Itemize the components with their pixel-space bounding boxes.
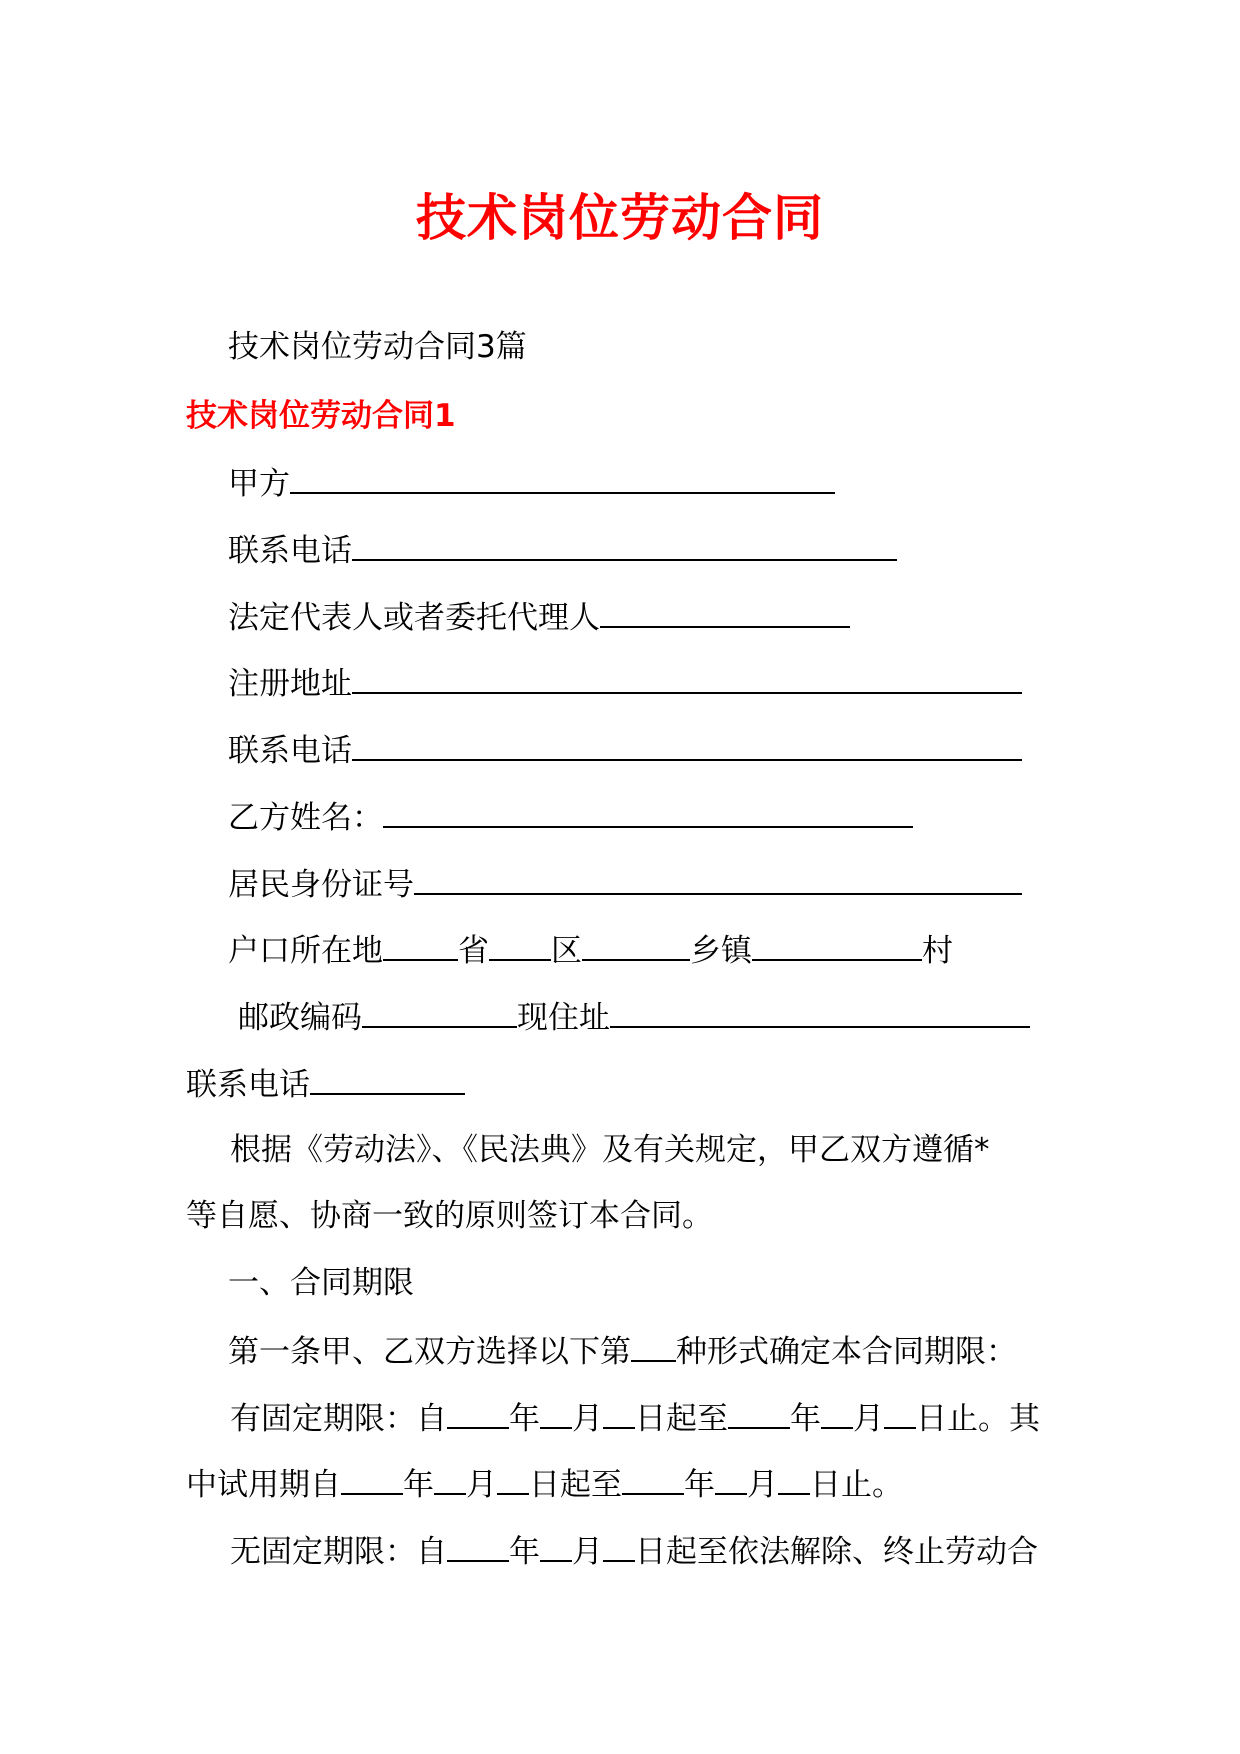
- probation-start-month-blank[interactable]: [434, 1463, 466, 1495]
- fixed-term-row: [230, 1397, 1040, 1439]
- village-label: 村: [922, 933, 953, 969]
- fixed-day-from-label: 日起至: [635, 1401, 728, 1437]
- household-row: [228, 929, 953, 971]
- party-b-name-blank[interactable]: [383, 796, 913, 828]
- phone-label-2: 联系电话: [228, 733, 352, 769]
- fixed-year-label-1: 年: [509, 1401, 540, 1437]
- id-number-label: 居民身份证号: [228, 867, 414, 903]
- fixed-end-day-blank[interactable]: [884, 1397, 916, 1429]
- section-heading-contract-1: 技术岗位劳动合同1: [186, 398, 456, 434]
- open-month-label: 月: [572, 1534, 603, 1570]
- phone-row-1: [228, 529, 897, 571]
- article-one-row: [228, 1330, 1017, 1372]
- fixed-end-year-blank[interactable]: [728, 1397, 790, 1429]
- probation-month-label-2: 月: [747, 1467, 778, 1503]
- document-title: 技术岗位劳动合同: [416, 189, 824, 247]
- open-start-year-blank[interactable]: [447, 1530, 509, 1562]
- intro-line-1: 根据《劳动法》、《民法典》及有关规定，甲乙双方遵循*: [230, 1132, 990, 1168]
- phone-row-2: [228, 729, 1022, 771]
- phone-blank-3[interactable]: [310, 1063, 465, 1095]
- phone-row-3: [186, 1063, 465, 1105]
- open-year-label: 年: [509, 1534, 540, 1570]
- party-b-name-row: [228, 796, 913, 838]
- party-a-blank[interactable]: [290, 462, 835, 494]
- open-start-month-blank[interactable]: [540, 1530, 572, 1562]
- phone-blank-2[interactable]: [352, 729, 1022, 761]
- phone-label-3: 联系电话: [186, 1067, 310, 1103]
- probation-year-label-2: 年: [684, 1467, 715, 1503]
- legal-rep-blank[interactable]: [600, 596, 850, 628]
- probation-day-end-label: 日止。: [810, 1467, 903, 1503]
- party-a-label: 甲方: [228, 466, 290, 502]
- open-term-row: [230, 1530, 1038, 1572]
- legal-rep-row: [228, 596, 850, 638]
- id-number-row: [228, 863, 1022, 905]
- village-blank[interactable]: [752, 929, 922, 961]
- postal-code-blank[interactable]: [362, 996, 517, 1028]
- fixed-start-month-blank[interactable]: [540, 1397, 572, 1429]
- probation-year-label-1: 年: [403, 1467, 434, 1503]
- party-a-row: [228, 462, 835, 504]
- form-choice-blank[interactable]: [631, 1330, 676, 1362]
- phone-blank-1[interactable]: [352, 529, 897, 561]
- section-contract-term: 一、合同期限: [228, 1265, 414, 1301]
- reg-address-row: [228, 662, 1022, 704]
- fixed-end-month-blank[interactable]: [821, 1397, 853, 1429]
- probation-label: 中试用期自: [186, 1467, 341, 1503]
- document-subtitle: 技术岗位劳动合同3篇: [228, 329, 527, 365]
- fixed-start-day-blank[interactable]: [603, 1397, 635, 1429]
- open-term-label: 无固定期限：自: [230, 1534, 447, 1570]
- fixed-year-label-2: 年: [790, 1401, 821, 1437]
- district-label: 区: [551, 933, 582, 969]
- article-one-text-1: 第一条甲、乙双方选择以下第: [228, 1334, 631, 1370]
- probation-start-day-blank[interactable]: [497, 1463, 529, 1495]
- probation-day-from-label: 日起至: [529, 1467, 622, 1503]
- fixed-month-label-2: 月: [853, 1401, 884, 1437]
- probation-end-year-blank[interactable]: [622, 1463, 684, 1495]
- open-start-day-blank[interactable]: [603, 1530, 635, 1562]
- probation-end-day-blank[interactable]: [778, 1463, 810, 1495]
- phone-label-1: 联系电话: [228, 533, 352, 569]
- id-number-blank[interactable]: [414, 863, 1022, 895]
- current-address-blank[interactable]: [610, 996, 1030, 1028]
- township-label: 乡镇: [690, 933, 752, 969]
- article-one-text-2: 种形式确定本合同期限：: [676, 1334, 1017, 1370]
- district-blank[interactable]: [489, 929, 551, 961]
- reg-address-label: 注册地址: [228, 666, 352, 702]
- household-label: 户口所在地: [228, 933, 383, 969]
- fixed-term-label: 有固定期限：自: [230, 1401, 447, 1437]
- reg-address-blank[interactable]: [352, 662, 1022, 694]
- probation-month-label-1: 月: [466, 1467, 497, 1503]
- province-label: 省: [458, 933, 489, 969]
- province-blank[interactable]: [383, 929, 458, 961]
- probation-row: [186, 1463, 903, 1505]
- fixed-month-label-1: 月: [572, 1401, 603, 1437]
- intro-line-2: 等自愿、协商一致的原则签订本合同。: [186, 1198, 713, 1234]
- fixed-day-end-label: 日止。其: [916, 1401, 1040, 1437]
- open-term-tail: 日起至依法解除、终止劳动合: [635, 1534, 1038, 1570]
- fixed-start-year-blank[interactable]: [447, 1397, 509, 1429]
- township-blank[interactable]: [582, 929, 690, 961]
- current-address-label: 现住址: [517, 1000, 610, 1036]
- legal-rep-label: 法定代表人或者委托代理人: [228, 600, 600, 636]
- postal-code-label: 邮政编码: [238, 1000, 362, 1036]
- probation-end-month-blank[interactable]: [715, 1463, 747, 1495]
- party-b-name-label: 乙方姓名：: [228, 800, 383, 836]
- postal-address-row: [238, 996, 1030, 1038]
- probation-start-year-blank[interactable]: [341, 1463, 403, 1495]
